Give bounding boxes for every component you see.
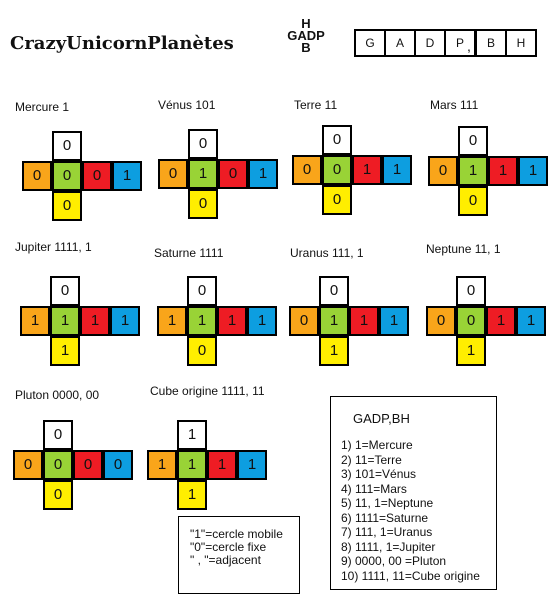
notation-note-box [178,516,300,594]
note-line: " , "=adjacent [190,553,261,567]
legend-item: 4) 111=Mars [341,481,407,496]
face-center: 1 [458,156,488,186]
face-center: 0 [43,450,73,480]
legend-list [341,438,496,583]
legend-item: 1) 1=Mercure [341,438,413,452]
face-far: 0 [103,450,133,480]
face-top: 0 [458,126,488,156]
face-left: 0 [426,306,456,336]
planet-cube-net [158,129,278,219]
planet-label: Mercure 1 [15,100,70,114]
planet-label: Cube origine 1111, 11 [150,384,265,398]
face-far: 1 [247,306,277,336]
planet-label: Vénus 101 [158,98,216,112]
planet-cube-net [289,276,409,366]
face-top: 0 [187,276,217,306]
planet-cube-net [426,276,546,366]
face-far: 1 [516,306,546,336]
planet-cube-net [13,420,133,510]
face-far: 1 [382,155,412,185]
face-center: 0 [322,155,352,185]
face-top: 0 [43,420,73,450]
face-right: 1 [349,306,379,336]
face-right: 1 [217,306,247,336]
legend-item: 7) 111, 1=Uranus [341,525,433,539]
face-center: 0 [456,306,486,336]
face-left: 0 [158,159,188,189]
legend-item: 6) 1111=Saturne [341,510,429,525]
planet-label: Neptune 11, 1 [426,242,501,256]
face-bottom: 1 [319,336,349,366]
legend-heading: GADP,BH [353,411,410,426]
face-far: 1 [379,306,409,336]
code-cell: G [365,36,375,50]
code-cell: B [486,36,495,50]
legend-item: 10) 1111, 11=Cube origine [341,568,480,583]
face-bottom: 1 [50,336,80,366]
face-bottom: 1 [456,336,486,366]
face-center: 1 [319,306,349,336]
face-top: 0 [319,276,349,306]
face-bottom: 0 [458,186,488,216]
face-left: 0 [292,155,322,185]
face-top: 0 [188,129,218,159]
legend-item: 3) 101=Vénus [341,467,417,481]
face-center: 1 [188,159,218,189]
planet-cube-net [157,276,277,366]
face-right: 1 [488,156,518,186]
face-right: 1 [207,450,237,480]
face-top: 0 [52,131,82,161]
face-left: 1 [147,450,177,480]
legend-item: 9) 0000, 00 =Pluton [341,554,447,568]
face-right: 1 [80,306,110,336]
face-bottom: 1 [177,480,207,510]
face-top: 0 [456,276,486,306]
face-far: 1 [248,159,278,189]
planet-label: Saturne 1111 [154,246,224,260]
legend-item: 8) 1111, 1=Jupiter [341,539,436,554]
face-left: 0 [428,156,458,186]
gadp-orientation-key [283,18,329,54]
code-cell: D [414,31,444,55]
face-top: 1 [177,420,207,450]
face-left: 1 [20,306,50,336]
face-left: 0 [289,306,319,336]
note-line: "0"=cercle fixe [190,540,267,554]
planet-cube-net [292,125,412,215]
planet-cube-net [428,126,548,216]
planet-cube-net [22,131,142,221]
code-cell: A [384,31,414,55]
planet-label: Terre 11 [294,98,338,112]
face-bottom: 0 [43,480,73,510]
face-center: 1 [50,306,80,336]
planet-label: Pluton 0000, 00 [15,388,100,402]
legend-item: 2) 11=Terre [341,452,402,467]
face-center: 0 [52,161,82,191]
legend-item: 5) 11, 1=Neptune [341,496,434,510]
face-far: 1 [110,306,140,336]
face-far: 1 [518,156,548,186]
face-left: 0 [22,161,52,191]
code-separator: , [467,38,471,54]
diagram-title: CrazyUnicornPlanètes [10,33,234,54]
note-line: "1"=cercle mobile [190,527,283,541]
face-top: 0 [50,276,80,306]
code-cells-bh [475,29,537,57]
face-right: 0 [82,161,112,191]
planet-label: Uranus 111, 1 [290,246,364,260]
face-bottom: 0 [187,336,217,366]
face-far: 1 [237,450,267,480]
planet-label: Jupiter 1111, 1 [15,240,92,254]
code-cells-gadp [354,29,476,57]
legend-box [330,396,497,590]
gadp-bottom-letter: B [301,40,311,55]
face-far: 1 [112,161,142,191]
face-left: 0 [13,450,43,480]
code-cell: H [505,31,535,55]
gadp-top-letter: H [301,16,311,31]
face-left: 1 [157,306,187,336]
face-bottom: 0 [322,185,352,215]
face-top: 0 [322,125,352,155]
code-cell: P [444,31,474,55]
face-center: 1 [187,306,217,336]
planet-label: Mars 111 [430,98,479,112]
gadp-middle-letters: GADP [287,28,325,43]
planet-cube-net [20,276,140,366]
face-right: 0 [73,450,103,480]
face-right: 1 [486,306,516,336]
face-bottom: 0 [52,191,82,221]
face-bottom: 0 [188,189,218,219]
face-right: 0 [218,159,248,189]
planet-cube-net [147,420,267,510]
face-center: 1 [177,450,207,480]
face-right: 1 [352,155,382,185]
